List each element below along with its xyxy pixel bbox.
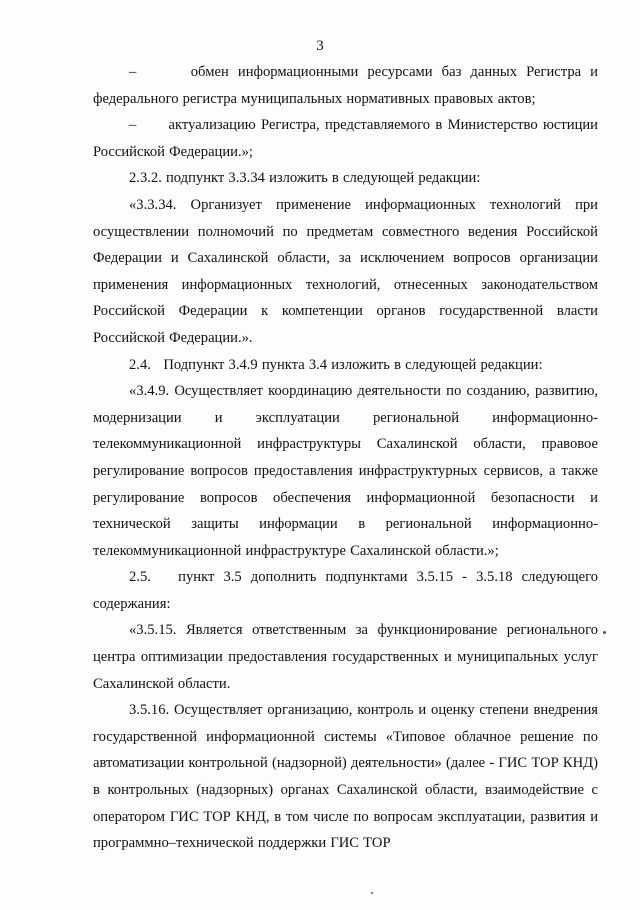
paragraph-register-update: – актуализацию Регистра, представляемого в Министерство юстиции Российской Федерации.»;: [93, 117, 598, 160]
paragraph-subpoint-2-5: 2.5. пункт 3.5 дополнить подпунктами 3.5.15 - 3.5.18 следующего содержания:: [93, 569, 598, 612]
document-body: [93, 59, 598, 857]
paragraph-3-3-34: «3.3.34. Организует применение информационных технологий при осуществлении полномочий по предметам совместного ведения Российской Федерации и Сахалинской области, за исключением вопросов организации применения информационных технологий, отнесенных законодательством Российской Федерации к компетенции органов государственной власти Российской Федерации.».: [93, 196, 598, 346]
page-number: 3: [316, 38, 324, 54]
paragraph-3-4-9: «3.4.9. Осуществляет координацию деятельности по созданию, развитию, модернизации и эксплуатации региональной информационно-телекоммуникационной инфраструктуры Сахалинской области, правовое регулирование вопросов предоставления инфраструктурных сервисов, а также регулирование вопросов обеспечения информационной безопасности и технической защиты информации в региональной информационно-телекоммуникационной инфраструктуре Сахалинской области.»;: [93, 383, 598, 559]
paragraph-3-5-15: «3.5.15. Является ответственным за функционирование регионального центра оптимизации предоставления государственных и муниципальных услуг Сахалинской области.: [93, 622, 598, 692]
scan-speck: [371, 892, 373, 894]
paragraph-subpoint-2-4: 2.4. Подпункт 3.4.9 пункта 3.4 изложить в следующей редакции:: [129, 356, 543, 373]
paragraph-3-5-16: 3.5.16. Осуществляет организацию, контроль и оценку степени внедрения государственной информационной системы «Типовое облачное решение по автоматизации контрольной (надзорной) деятельности» (далее - ГИС ТОР КНД) в контрольных (надзорных) органах Сахалинской области, взаимодействие с оператором ГИС ТОР КНД, в том числе по вопросам эксплуатации, развития и программно–технической поддержки ГИС ТОР: [93, 702, 598, 852]
scan-speck: [603, 631, 606, 634]
paragraph-subpoint-2-3-2: 2.3.2. подпункт 3.3.34 изложить в следующей редакции:: [129, 170, 481, 187]
paragraph-exchange-resources: – обмен информационными ресурсами баз данных Регистра и федерального регистра муниципальных нормативных правовых актов;: [93, 64, 598, 107]
